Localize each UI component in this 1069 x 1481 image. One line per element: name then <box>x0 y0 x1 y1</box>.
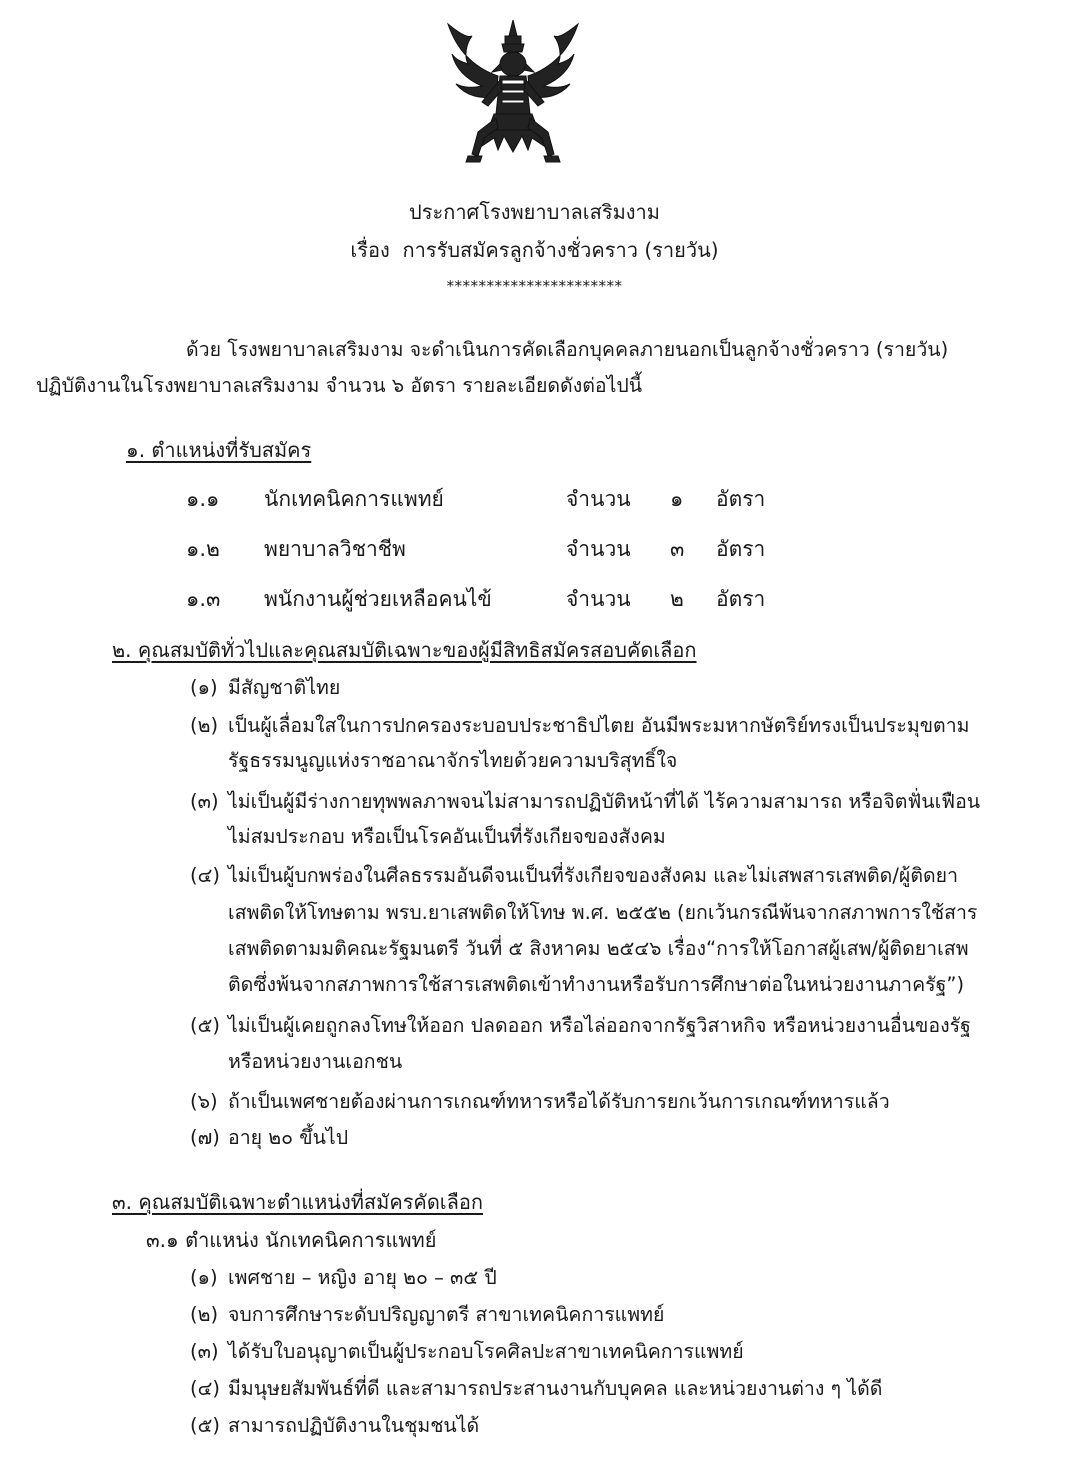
requirement-number: (๑) <box>190 1266 218 1289</box>
garuda-emblem-icon <box>438 14 588 174</box>
requirement-text: สามารถปฏิบัติงานในชุมชนได้ <box>228 1414 480 1437</box>
section-3-heading: ๓. คุณสมบัติเฉพาะตำแหน่งที่สมัครคัดเลือก <box>112 1190 484 1214</box>
qualification-number: (๔) <box>190 864 220 887</box>
qualification-text: ไม่สมประกอบ หรือเป็นโรคอันเป็นที่รังเกียจของสังคม <box>228 825 666 848</box>
qualification-text: รัฐธรรมนูญแห่งราชอาณาจักรไทยด้วยความบริสุทธิ์ใจ <box>228 749 678 772</box>
intro-line-2: ปฏิบัติงานในโรงพยาบาลเสริมงาม จำนวน ๖ อัตรา รายละเอียดดังต่อไปนี้ <box>36 374 643 397</box>
qualification-number: (๗) <box>190 1126 220 1149</box>
requirement-number: (๓) <box>190 1340 219 1363</box>
position-number: ๑.๒ <box>186 537 220 561</box>
header-divider: ********************** <box>446 277 623 295</box>
qualification-text: เป็นผู้เลื่อมใสในการปกครองระบอบประชาธิปไตย อันมีพระมหากษัตริย์ทรงเป็นประมุขตาม <box>228 714 970 737</box>
position-qty-label: จำนวน <box>566 487 631 511</box>
position-qty: ๑ <box>670 487 684 511</box>
position-number: ๑.๑ <box>186 487 220 511</box>
position-qty: ๒ <box>670 587 684 611</box>
qualification-text: อายุ ๒๐ ขึ้นไป <box>228 1126 349 1149</box>
position-name: นักเทคนิคการแพทย์ <box>264 487 444 511</box>
qualification-number: (๒) <box>190 714 219 737</box>
qualification-text: ถ้าเป็นเพศชายต้องผ่านการเกณฑ์ทหารหรือได้รับการยกเว้นการเกณฑ์ทหารแล้ว <box>228 1090 890 1113</box>
position-qty: ๓ <box>670 537 685 561</box>
requirement-text: มีมนุษยสัมพันธ์ที่ดี และสามารถประสานงานกับบุคคล และหน่วยงานต่าง ๆ ได้ดี <box>228 1377 883 1400</box>
position-unit: อัตรา <box>716 587 766 611</box>
position-name: พยาบาลวิชาชีพ <box>264 537 406 561</box>
requirement-text: เพศชาย – หญิง อายุ ๒๐ – ๓๕ ปี <box>228 1266 497 1289</box>
position-name: พนักงานผู้ช่วยเหลือคนไข้ <box>264 587 492 611</box>
announcement-title: ประกาศโรงพยาบาลเสริมงาม <box>409 200 660 224</box>
subject-text: การรับสมัครลูกจ้างชั่วคราว (รายวัน) <box>402 238 719 262</box>
subject-label: เรื่อง <box>350 238 390 262</box>
qualification-text: ติดซึ่งพ้นจากสภาพการใช้สารเสพติดเข้าทำงานหรือรับการศึกษาต่อในหน่วยงานภาครัฐ”) <box>228 973 965 996</box>
position-qty-label: จำนวน <box>566 587 631 611</box>
qualification-text: หรือหน่วยงานเอกชน <box>228 1050 403 1073</box>
qualification-number: (๓) <box>190 790 219 813</box>
section-1-heading: ๑. ตำแหน่งที่รับสมัคร <box>126 438 312 462</box>
qualification-number: (๖) <box>190 1090 218 1113</box>
qualification-number: (๑) <box>190 676 218 699</box>
announcement-subject <box>0 236 1069 264</box>
qualification-text: มีสัญชาติไทย <box>228 676 341 699</box>
qualification-number: (๕) <box>190 1014 220 1037</box>
requirement-text: ได้รับใบอนุญาตเป็นผู้ประกอบโรคศิลปะสาขาเทคนิคการแพทย์ <box>228 1340 744 1363</box>
qualification-text: ไม่เป็นผู้เคยถูกลงโทษให้ออก ปลดออก หรือไล่ออกจากรัฐวิสาหกิจ หรือหน่วยงานอื่นของรัฐ <box>228 1014 971 1037</box>
requirement-number: (๕) <box>190 1414 220 1437</box>
position-number: ๑.๓ <box>186 587 221 611</box>
position-qty-label: จำนวน <box>566 537 631 561</box>
qualification-text: เสพติดตามมติคณะรัฐมนตรี วันที่ ๕ สิงหาคม ๒๕๔๖ เรื่อง“การให้โอกาสผู้เสพ/ผู้ติดยาเสพ <box>228 937 969 960</box>
section-3-subheading: ๓.๑ ตำแหน่ง นักเทคนิคการแพทย์ <box>146 1228 437 1252</box>
section-2-heading: ๒. คุณสมบัติทั่วไปและคุณสมบัติเฉพาะของผู้มีสิทธิสมัครสอบคัดเลือก <box>112 638 697 662</box>
qualification-text: ไม่เป็นผู้มีร่างกายทุพพลภาพจนไม่สามารถปฏิบัติหน้าที่ได้ ไร้ความสามารถ หรือจิตฟั่นเฟือน <box>228 790 981 813</box>
position-unit: อัตรา <box>716 537 766 561</box>
requirement-number: (๔) <box>190 1377 220 1400</box>
position-unit: อัตรา <box>716 487 766 511</box>
requirement-number: (๒) <box>190 1303 219 1326</box>
qualification-text: ไม่เป็นผู้บกพร่องในศีลธรรมอันดีจนเป็นที่รังเกียจของสังคม และไม่เสพสารเสพติด/ผู้ติดยา <box>228 864 959 887</box>
qualification-text: เสพติดให้โทษตาม พรบ.ยาเสพติดให้โทษ พ.ศ. ๒๕๕๒ (ยกเว้นกรณีพ้นจากสภาพการใช้สาร <box>228 901 978 924</box>
requirement-text: จบการศึกษาระดับปริญญาตรี สาขาเทคนิคการแพทย์ <box>228 1303 665 1326</box>
intro-line-1: ด้วย โรงพยาบาลเสริมงาม จะดำเนินการคัดเลือกบุคคลภายนอกเป็นลูกจ้างชั่วคราว (รายวัน) <box>186 338 949 361</box>
